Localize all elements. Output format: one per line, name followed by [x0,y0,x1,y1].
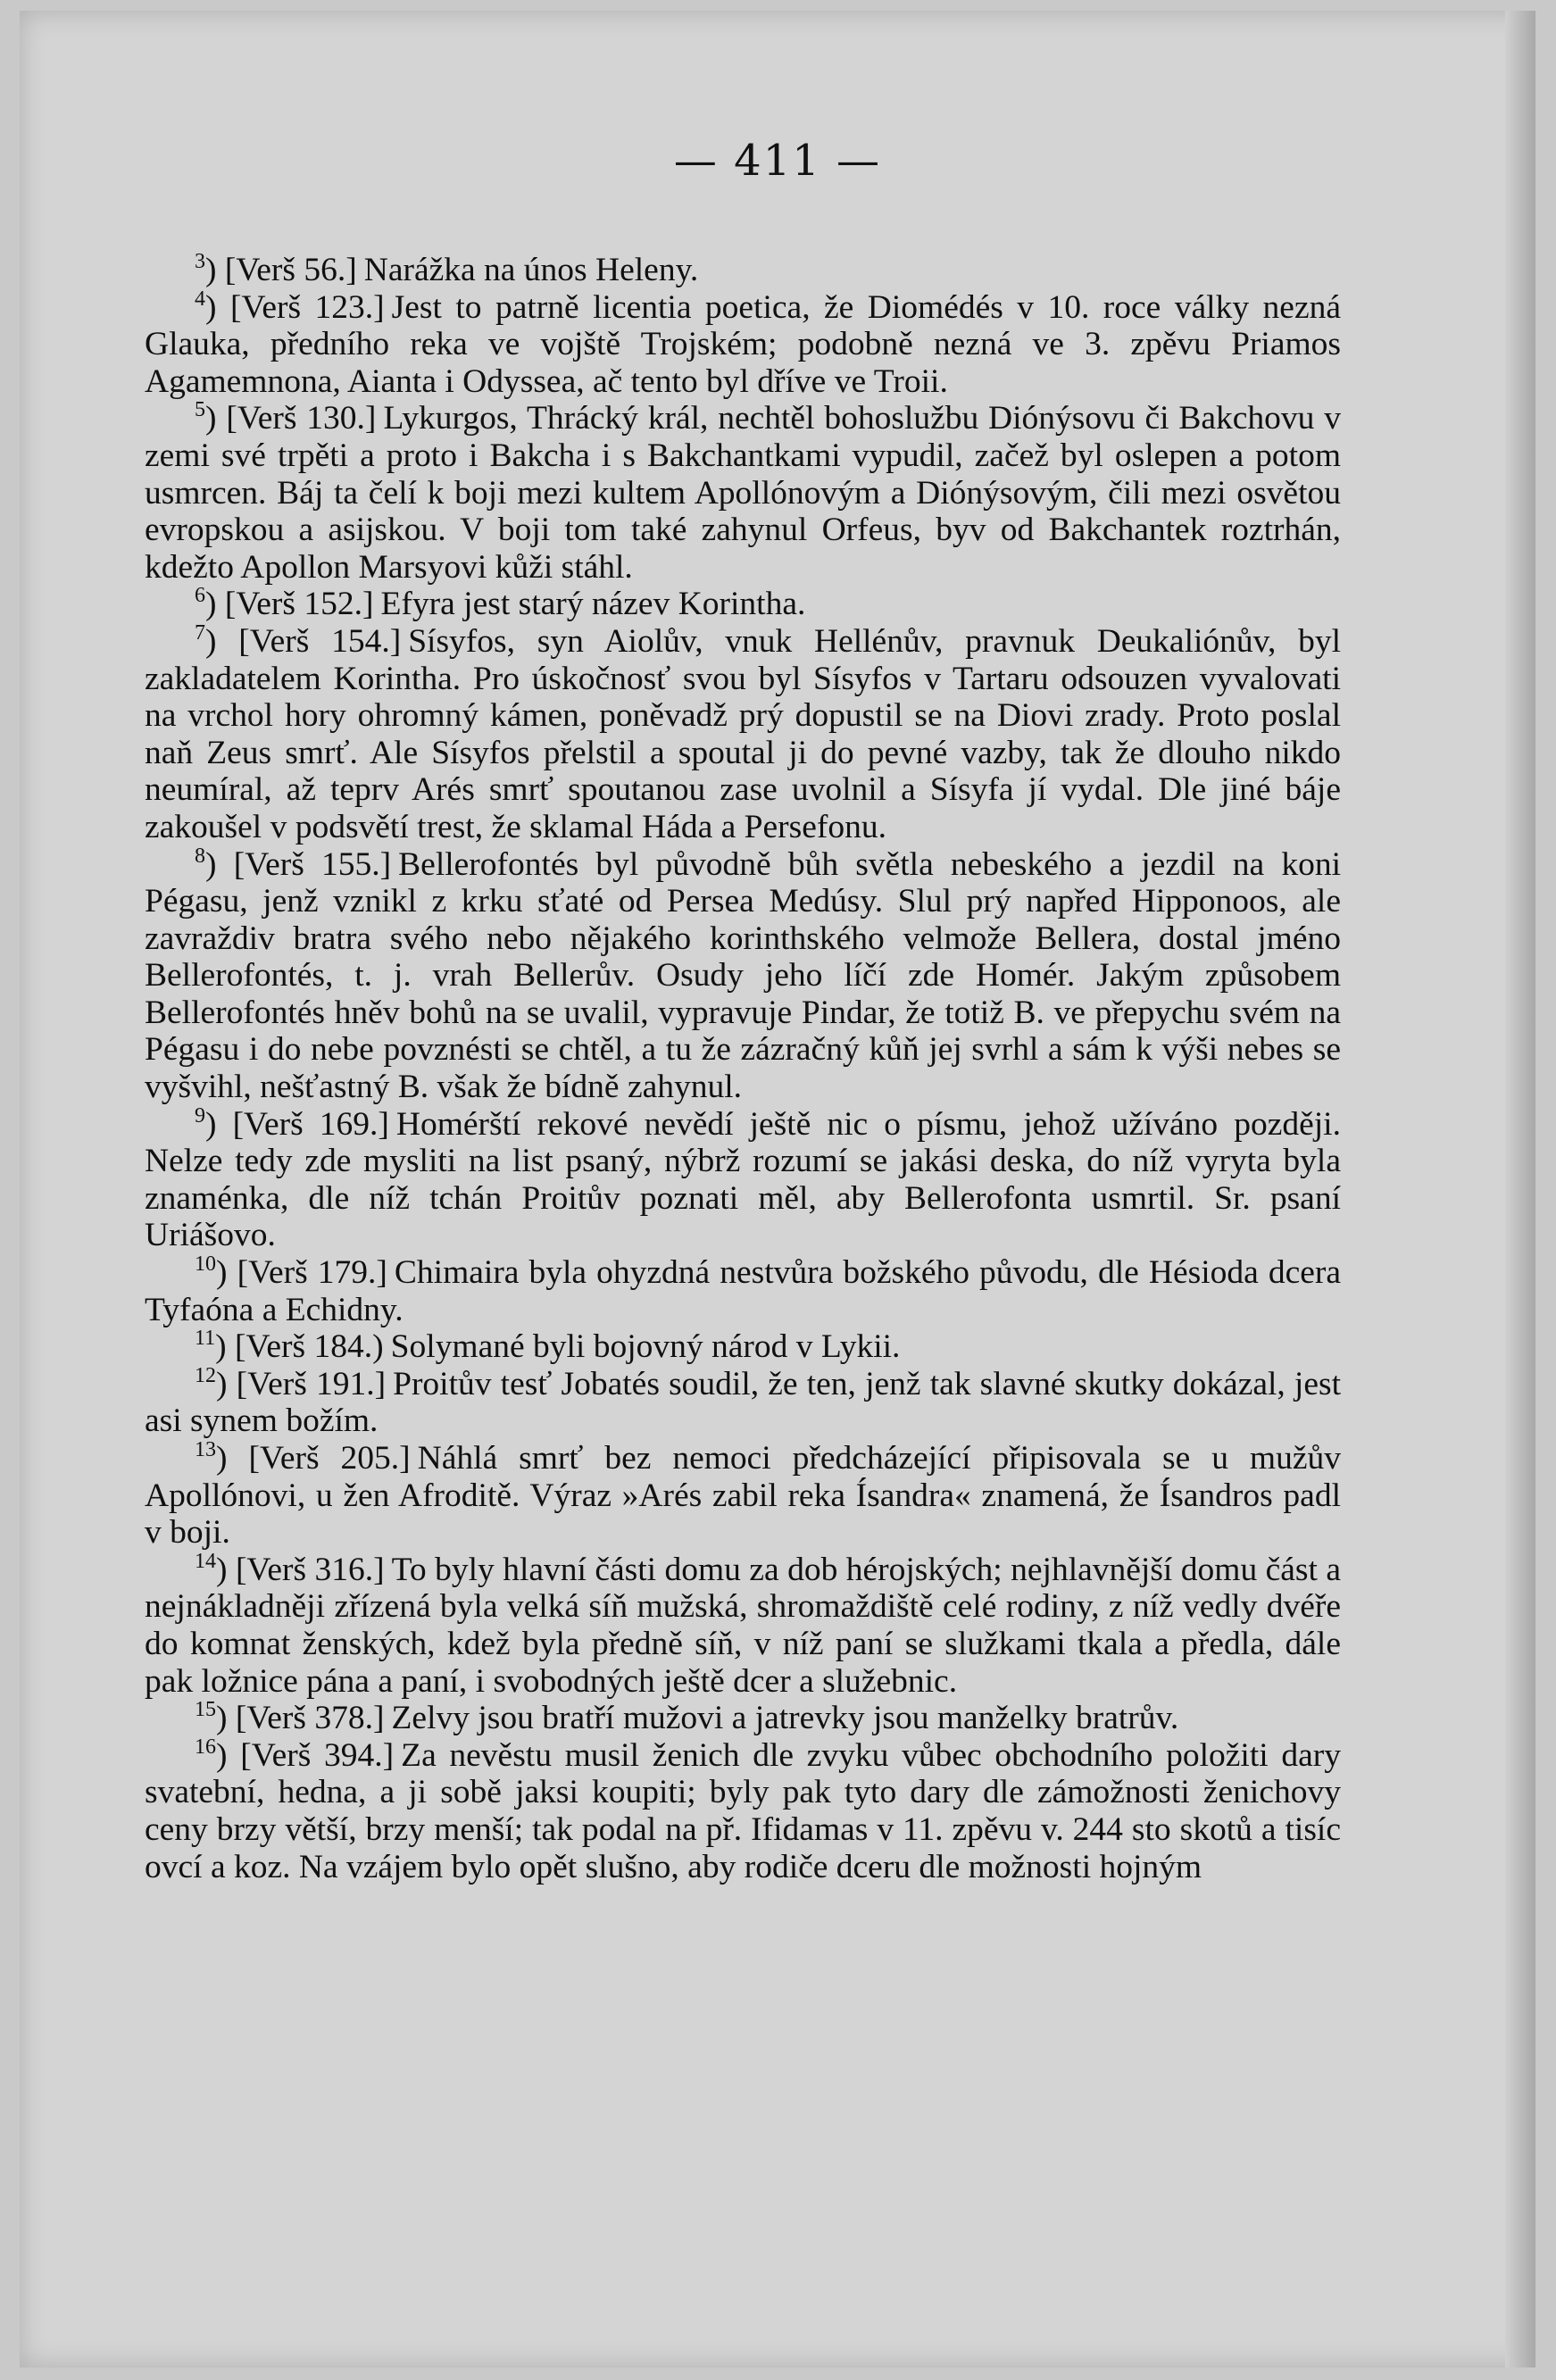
footnote-8: $^8$) [Verš 155.] Bellerofontés byl původně bůh světla nebeského a jezdil na koni Pégasu, jenž vznikl z krku sťaté od Persea Medúsy. Slul prý napřed Hipponoos, ale zavraždiv bratra svého nebo nějakého korinthského velmože Bellera, dostal jméno Bellerofontés, t. j. vrah Bellerův. Osudy jeho líčí zde Homér. Jakým způsobem Bellerofontés hněv bohů na se uvalil, vypravuje Pindar, že totiž B. ve přepychu svém na Pégasu i do nebe povznésti se chtěl, a tu že zázračný kůň jej svrhl a sám k výši nebes se vyšvihl, nešťastný B. však že bídně zahynul. [145,844,1341,1106]
footnote-11: $^{11}$) [Verš 184.) Solymané byli bojovný národ v Lykii. [195,1327,901,1366]
footnote-3: $^3$) [Verš 56.] Narážka na únos Heleny. [195,250,699,288]
footnote-6: $^6$) [Verš 152.] Efyra jest starý název Korintha. [195,584,806,623]
footnote-15: $^{15}$) [Verš 378.] Zelvy jsou bratří mužovi a jatrevky jsou manželky bratrův. [195,1698,1179,1737]
footnote-14: $^{14}$) [Verš 316.] To byly hlavní části domu za dob hérojských; nejhlavnější domu část a nejnákladněji zřízená byla velká síň mužská, shromaždiště celé rodiny, z níž vedly dvéře do komnat ženských, kdež byla předně síň, v níž paní se služkami tkala a předla, dále pak ložnice pána a paní, i svobodných ještě dcer a služebnic. [145,1549,1341,1700]
footnote-5: $^5$) [Verš 130.] Lykurgos, Thrácký král, nechtěl bohoslužbu Diónýsovu či Bakchovu v zemi své trpěti a proto i Bakcha i s Bakchantkami vypudil, začež byl oslepen a potom usmrcen. Báj ta čelí k boji mezi kultem Apollónovým a Diónýsovým, čili mezi osvětou evropskou a asijskou. V boji tom také zahynul Orfeus, byv od Bakchantek roztrhán, kdežto Apollon Marsyovi kůži stáhl. [145,398,1342,586]
footnote-13: $^{13}$) [Verš 205.] Náhlá smrť bez nemoci předcházející připisovala se u mužův Apollónovi, u žen Afroditě. Výraz »Arés zabil reka Ísandra« znamená, že Ísandros padl v boji. [145,1438,1341,1552]
footnote-4: $^4$) [Verš 123.] Jest to patrně licentia poetica, že Diomédés v 10. roce války nezná Glauka, předního reka ve vojště Trojském; podobně nezná ve 3. zpěvu Priamos Agamemnona, Aianta i Odyssea, ač tento byl dříve ve Troii. [145,287,1341,400]
footnote-16: $^{16}$) [Verš 394.] Za nevěstu musil ženich dle zvyku vůbec obchodního položiti dary svatební, hedna, a ji sobě jaksi koupiti; byly pak tyto dary dle zámožnosti ženichovy ceny brzy větší, brzy menší; tak podal na př. Ifidamas v 11. zpěvu v. 244 sto skotů a tisíc ovcí a koz. Na vzájem bylo opět slušno, aby rodiče dceru dle možnosti hojným [145,1735,1341,1885]
footnote-9: $^9$) [Verš 169.] Homérští rekové nevědí ještě nic o písmu, jehož užíváno později. Nelze tedy zde mysliti na list psaný, nýbrž rozumí se jakási deska, do níž vyryta byla znaménka, dle níž tchán Proitův poznati měl, aby Bellerofonta usmrtil. Sr. psaní Uriášovo. [145,1103,1341,1254]
page-gutter-shadow [1505,11,1535,2368]
footnote-12: $^{12}$) [Verš 191.] Proitův tesť Jobatés soudil, že ten, jenž tak slavné skutky dokázal, jest asi synem božím. [145,1363,1342,1440]
footnote-7: $^7$) [Verš 154.] Sísyfos, syn Aiolův, vnuk Hellénův, pravnuk Deukaliónův, byl zakladatelem Korintha. Pro úskočnosť svou byl Sísyfos v Tartaru odsouzen vyvalovati na vrchol hory ohromný kámen, poněvadž prý dopustil se na Diovi zrady. Proto poslal naň Zeus smrť. Ale Sísyfos přelstil a spoutal ji do pevné vazby, tak že dlouho nikdo neumíral, až teprv Arés smrť spoutanou zase uvolnil a Sísyfa jí vydal. Dle jiné báje zakoušel v podsvětí trest, že sklamal Háda a Persefonu. [145,620,1341,845]
book-page [20,11,1535,2368]
footnote-10: $^{10}$) [Verš 179.] Chimaira byla ohyzdná nestvůra božského původu, dle Hésioda dcera Tyfaóna a Echidny. [145,1252,1342,1328]
footnotes-body [145,252,1341,1885]
page-number-header: — 411 — [673,136,882,186]
